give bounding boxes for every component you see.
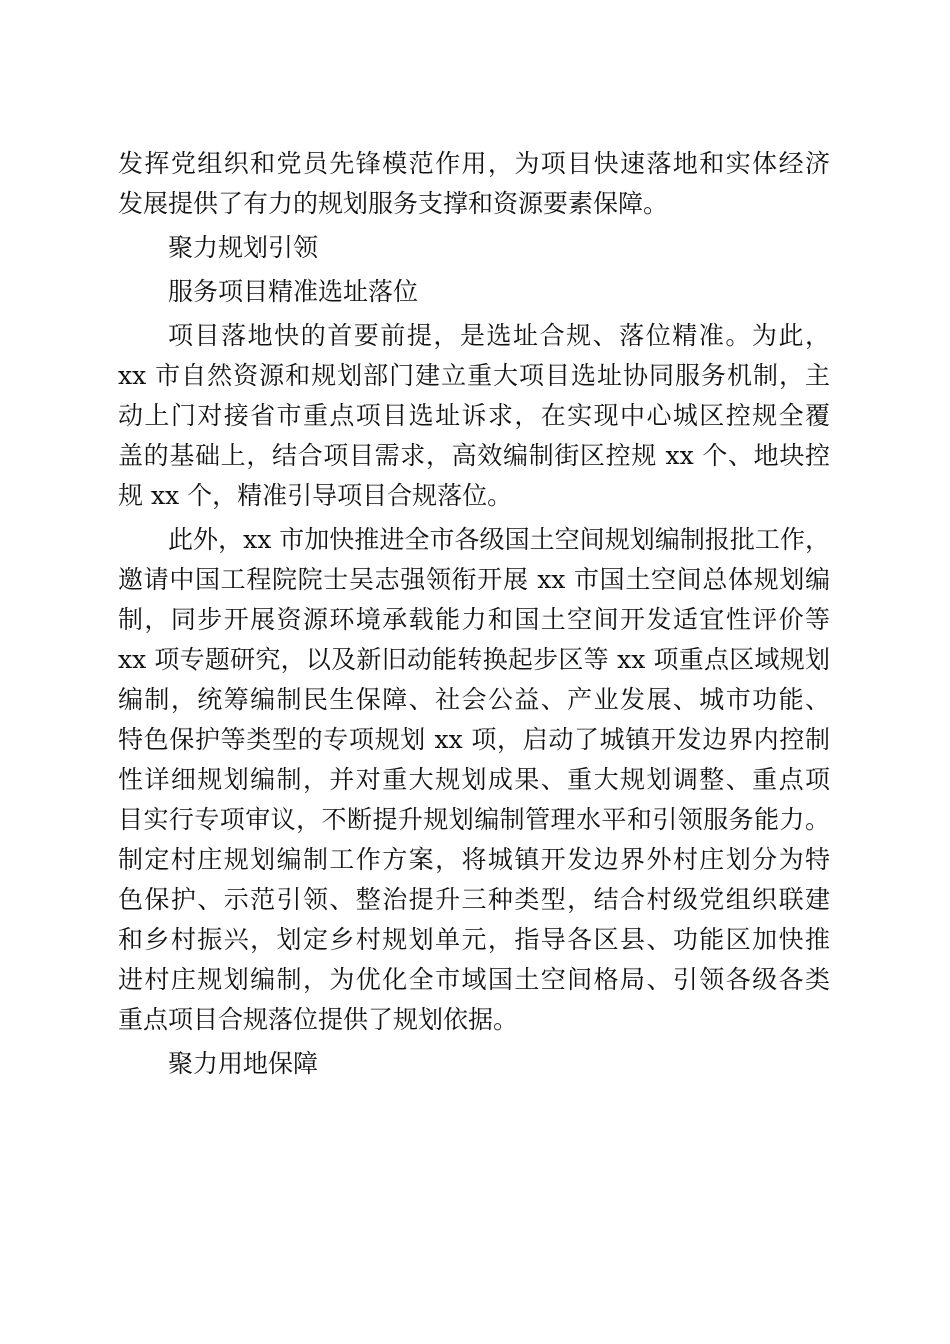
paragraph-line: xx 市自然资源和规划部门建立重大项目选址协同服务机制，主 xyxy=(118,361,830,390)
paragraph-line: 规 xx 个，精准引导项目合规落位。 xyxy=(118,481,513,510)
paragraph-line: 制，同步开展资源环境承载能力和国土空间开发适宜性评价等 xyxy=(118,605,830,634)
paragraph-line: 此外，xx 市加快推进全市各级国土空间规划编制报批工作， xyxy=(168,525,830,554)
paragraph-line: 动上门对接省市重点项目选址诉求，在实现中心城区控规全覆 xyxy=(118,401,830,430)
paragraph-line: 项目落地快的首要前提，是选址合规、落位精准。为此， xyxy=(168,321,830,350)
paragraph-line: 编制，统筹编制民生保障、社会公益、产业发展、城市功能、 xyxy=(118,685,830,714)
paragraph-line: 邀请中国工程院院士吴志强领衔开展 xx 市国土空间总体规划编 xyxy=(118,565,830,594)
paragraph-line: 和乡村振兴，划定乡村规划单元，指导各区县、功能区加快推 xyxy=(118,925,830,954)
section-heading: 聚力用地保障 xyxy=(168,1049,319,1078)
paragraph-line: 发展提供了有力的规划服务支撑和资源要素保障。 xyxy=(118,189,669,218)
paragraph-line: 色保护、示范引领、整治提升三种类型，结合村级党组织联建 xyxy=(118,885,830,914)
paragraph-line: 制定村庄规划编制工作方案，将城镇开发边界外村庄划分为特 xyxy=(118,845,830,874)
section-heading: 聚力规划引领 xyxy=(168,233,319,262)
subsection-heading: 服务项目精准选址落位 xyxy=(168,277,419,306)
paragraph-line: 目实行专项审议，不断提升规划编制管理水平和引领服务能力。 xyxy=(118,805,830,834)
paragraph-line: 重点项目合规落位提供了规划依据。 xyxy=(118,1005,519,1034)
paragraph-line: 发挥党组织和党员先锋模范作用，为项目快速落地和实体经济 xyxy=(118,149,830,178)
paragraph-line: xx 项专题研究，以及新旧动能转换起步区等 xx 项重点区域规划 xyxy=(118,645,830,674)
paragraph-line: 性详细规划编制，并对重大规划成果、重大规划调整、重点项 xyxy=(118,765,830,794)
paragraph-line: 特色保护等类型的专项规划 xx 项，启动了城镇开发边界内控制 xyxy=(118,725,830,754)
paragraph-line: 盖的基础上，结合项目需求，高效编制街区控规 xx 个、地块控 xyxy=(118,441,830,470)
document-body xyxy=(118,144,830,1084)
paragraph-line: 进村庄规划编制，为优化全市域国土空间格局、引领各级各类 xyxy=(118,965,830,994)
